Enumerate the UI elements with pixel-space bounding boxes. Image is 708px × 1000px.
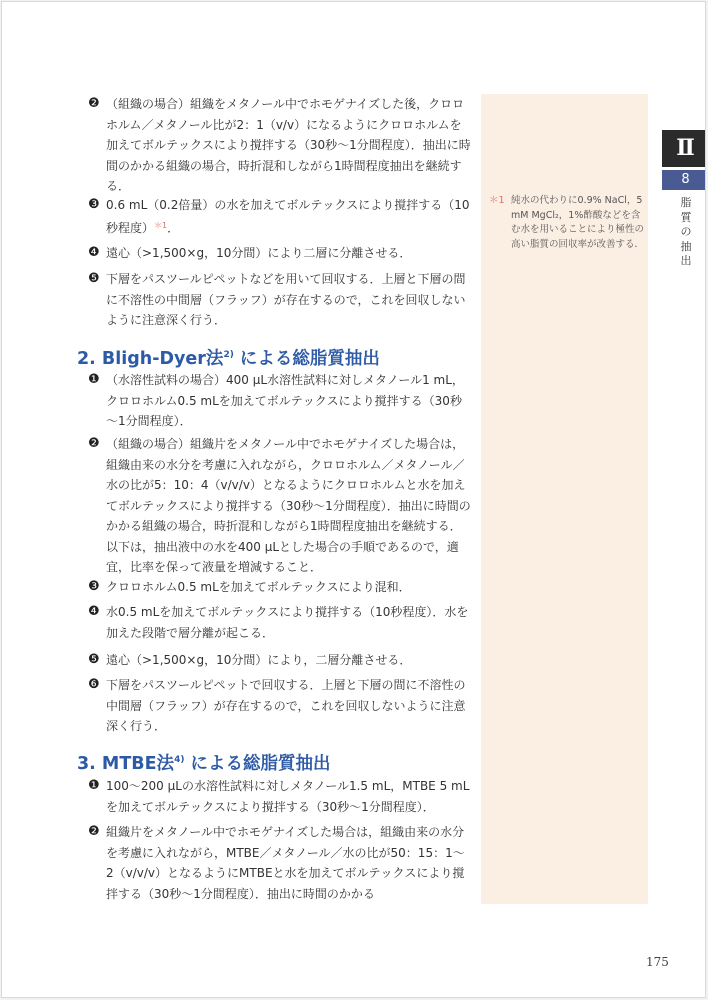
step-text: （水溶性試料の場合）400 μL水溶性試料に対しメタノール1 mL，クロロホルム0.5 mLを加えてボルテックスにより撹拌する（30秒～1分間程度）． — [106, 373, 464, 428]
step-number: ❷ — [88, 824, 100, 839]
footnote-reference: ＊1 — [154, 220, 168, 230]
page-number: 175 — [646, 955, 669, 969]
section-heading — [77, 748, 331, 776]
step-text: 組織片をメタノール中でホモゲナイズした場合は，組織由来の水分を考慮に入れながら，MTBE／メタノール／水の比が50：15：1～2（v/v/v）となるようにMTBEと水を加えてボルテックスにより撹拌する（30秒～1分間程度）．抽出に時間のかかる — [106, 825, 465, 901]
step-text: 水0.5 mLを加えてボルテックスにより撹拌する（10秒程度）．水を加えた段階で層分離が起こる． — [106, 605, 469, 640]
list-item — [88, 195, 472, 238]
step-text: 遠心（>1,500×g，10分間）により二層に分離させる． — [106, 246, 412, 260]
heading-text-tail: による総脂質抽出 — [184, 754, 331, 774]
step-text: 遠心（>1,500×g，10分間）により，二層分離させる． — [106, 653, 412, 667]
heading-reference: 4) — [174, 755, 185, 765]
list-item — [88, 434, 472, 578]
step-number: ❸ — [88, 197, 100, 212]
step-number: ❸ — [88, 579, 100, 594]
list-item — [88, 269, 472, 331]
heading-reference: 2) — [223, 350, 234, 360]
section-title-vertical: 脂質の抽出 — [680, 196, 692, 267]
step-text: （組織の場合）組織をメタノール中でホモゲナイズした後，クロロホルム／メタノール比が2：1（v/v）になるようにクロロホルムを加えてボルテックスにより撹拌する（30秒～1分間程度）．抽出に時間のかかる組織の場合，時折混和しながら1時間程度抽出を継続する． — [106, 97, 471, 193]
step-number: ❶ — [88, 372, 100, 387]
list-item — [88, 370, 472, 432]
step-text-tail: ． — [167, 220, 180, 235]
list-item — [88, 94, 472, 197]
step-number: ❺ — [88, 652, 100, 667]
list-item — [88, 602, 472, 643]
margin-note — [489, 194, 644, 252]
step-number: ❻ — [88, 677, 100, 692]
step-number: ❹ — [88, 604, 100, 619]
step-number: ❹ — [88, 245, 100, 260]
list-item — [88, 650, 472, 671]
note-text: 純水の代わりに0.9% NaCl，5 mM MgCl₂，1%酢酸などを含む水を用いることにより極性の高い脂質の回収率が改善する． — [511, 195, 645, 250]
step-number: ❶ — [88, 778, 100, 793]
step-text: 100～200 μLの水溶性試料に対しメタノール1.5 mL，MTBE 5 mLを加えてボルテックスにより撹拌する（30秒～1分間程度）． — [106, 779, 470, 814]
step-number: ❷ — [88, 436, 100, 451]
page — [1, 1, 706, 998]
list-item — [88, 675, 472, 737]
chapter-tab: Ⅱ — [662, 130, 706, 167]
step-number: ❺ — [88, 271, 100, 286]
section-heading — [77, 343, 380, 371]
step-text: 下層をパスツールピペットなどを用いて回収する．上層と下層の間に不溶性の中間層（フラッフ）が存在するので，これを回収しないように注意深く行う． — [106, 272, 466, 327]
step-text: クロロホルム0.5 mLを加えてボルテックスにより混和． — [106, 580, 411, 594]
heading-text-tail: による総脂質抽出 — [233, 349, 380, 369]
list-item — [88, 243, 472, 264]
section-number-tab: 8 — [662, 170, 706, 190]
step-text: （組織の場合）組織片をメタノール中でホモゲナイズした場合は，組織由来の水分を考慮に入れながら，クロロホルム／メタノール／水の比が5：10：4（v/v/v）となるようにクロロホルムと水を加えてボルテックスにより撹拌する（30秒～1分間程度）．抽出に時間のかかる組織の場合，時折混和しながら1時間程度抽出を継続する．以下は，抽出液中の水を400 μLとした場合の手順であるので，適宜，比率を保って液量を増減すること． — [106, 437, 471, 574]
heading-text: 2. Bligh-Dyer法 — [77, 349, 224, 369]
list-item — [88, 822, 472, 904]
step-number: ❷ — [88, 96, 100, 111]
note-marker: ＊1 — [489, 195, 505, 206]
step-text: 0.6 mL（0.2倍量）の水を加えてボルテックスにより撹拌する（10秒程度） — [106, 198, 470, 235]
list-item — [88, 577, 472, 598]
step-text: 下層をパスツールピペットで回収する．上層と下層の間に不溶性の中間層（フラッフ）が存在するので，これを回収しないように注意深く行う． — [106, 678, 466, 733]
list-item — [88, 776, 472, 817]
heading-text: 3. MTBE法 — [77, 754, 175, 774]
